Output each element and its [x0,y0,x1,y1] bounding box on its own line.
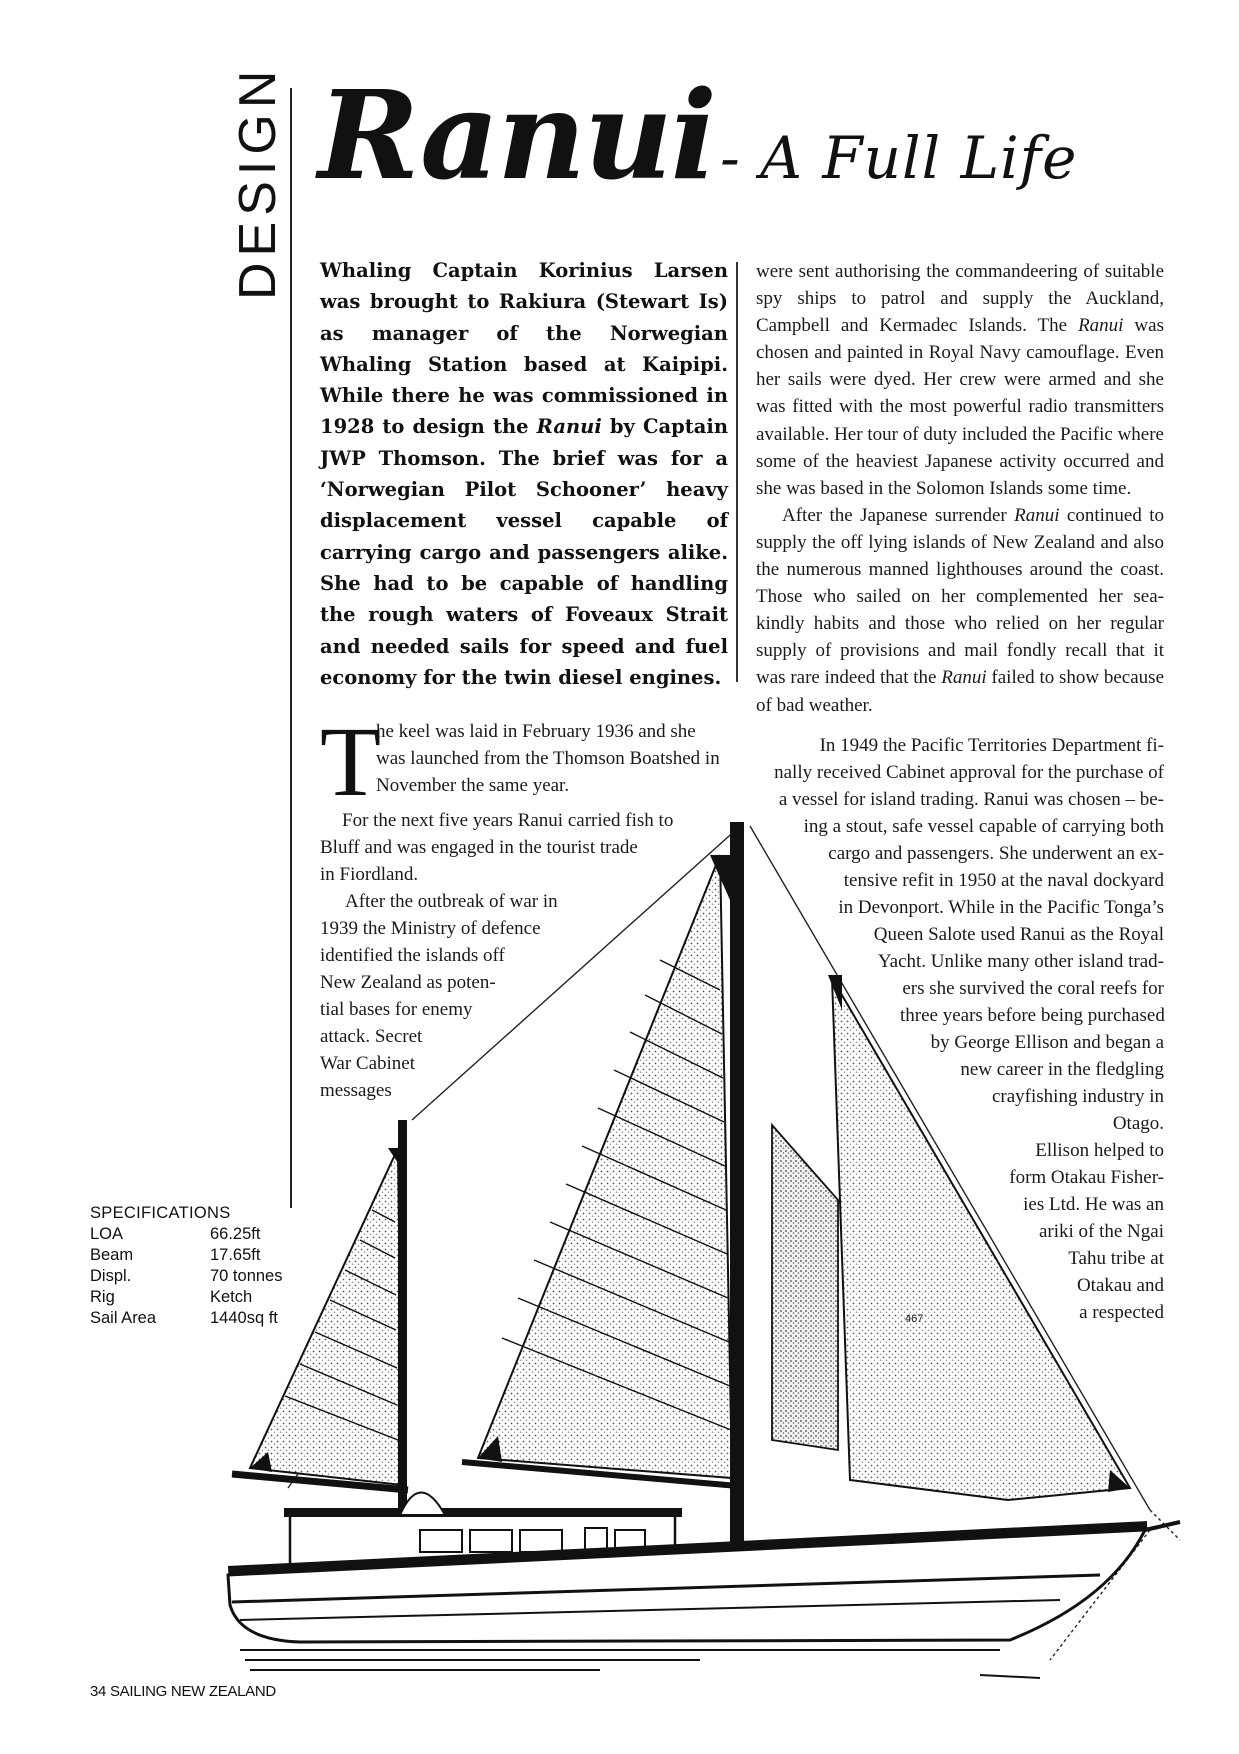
text-line: tensive refit in 1950 at the naval dockyard [843,870,1164,891]
text-line: messages [320,1080,392,1101]
text-run: failed to show because of bad weather. [756,667,1164,716]
title-sub: - A Full Life [720,124,1078,192]
text-line: ers she survived the coral reefs for [902,978,1164,999]
main-sail [478,855,732,1478]
text-line: ing a stout, safe vessel capable of carrying both [803,816,1164,837]
text-line: new career in the fledgling [960,1059,1164,1080]
text-line: Ellison helped to [1035,1140,1164,1161]
text-line: tial bases for enemy [320,999,473,1020]
text-line: Otakau and [1076,1275,1164,1296]
text-line: cargo and passengers. She underwent an ex- [828,843,1164,864]
page-footer: 34 SAILING NEW ZEALAND [90,1683,276,1700]
text-line: 1939 the Ministry of defence [320,918,541,939]
specifications-rows [90,1224,300,1329]
boat-name: Ranui [1014,504,1060,526]
mizzen-mast [398,1120,407,1550]
spec-row [90,1287,300,1308]
text-line: Otago. [1112,1113,1164,1134]
intro-text-1: Whaling Captain Korinius Larsen was brought to Rakiura (Stewart Is) as manager of the Norwegian Whaling Station based at Kaipipi. While there he was commissioned in 1928 to design the [320,259,728,439]
text-line: crayfishing industry in [991,1086,1164,1107]
text-line: For the next five years Ranui carried fish to [342,810,674,831]
text-line: Bluff and was engaged in the tourist trade [320,837,638,858]
text-line: In 1949 the Pacific Territories Department fi- [819,735,1164,756]
text-run: was chosen and painted in Royal Navy camouflage. Even her sails were dyed. Her crew were armed and she was fitted with the most powerful radio transmitters available. Her tour of duty included the Pacific where some of the heaviest Japanese activity occurred and she was based in the Solomon Islands some time. [756,315,1164,499]
spec-value: 66.25ft [210,1225,261,1243]
text-line: attack. Secret [320,1026,423,1047]
intro-text-2: by Captain JWP Thomson. The brief was for a ‘Norwegian Pilot Schooner’ heavy displacement vessel capable of carrying cargo and passengers alike. She had to be capable of handling the rough waters of Foveaux Strait and needed sails for speed and fuel economy for the twin diesel engines. [320,415,728,689]
text-line: form Otakau Fisher- [1009,1167,1164,1188]
spec-row [90,1308,300,1329]
text-run: continued to supply the off lying islands of New Zealand and also the numerous manned lighthouses around the coast. Those who sailed on her complemented her sea-kindly habits and those who relied on her regular supply of provisions and mail fondly recall that it was rare indeed that the [756,504,1164,689]
genoa [832,978,1130,1500]
spec-row [90,1224,300,1245]
drop-cap: T [320,706,382,817]
text-line: After the outbreak of war in [345,891,558,912]
spec-label: Rig [90,1288,115,1306]
text-line: by George Ellison and began a [930,1032,1164,1053]
title-main: Ranui [318,63,715,207]
specifications-box [90,1203,300,1329]
text-line: a vessel for island trading. Ranui was chosen – be- [778,789,1164,810]
spec-value: Ketch [210,1288,253,1306]
spec-label: Beam [90,1246,134,1264]
text-line: Queen Salote used Ranui as the Royal [873,924,1164,945]
boat-name: Ranui [941,667,987,689]
main-mast [730,822,744,1552]
spec-row [90,1245,300,1266]
specifications-heading: SPECIFICATIONS [90,1204,231,1222]
text-line: a respected [1079,1302,1164,1323]
spec-value: 1440sq ft [210,1309,278,1327]
spec-value: 17.65ft [210,1246,261,1264]
text-line: in Fiordland. [320,864,419,885]
boat-name: Ranui [1078,315,1124,337]
text-run: were sent authorising the commandeering of suitable spy ships to patrol and supply the Auckland, Campbell and Kermadec Islands. The [756,261,1164,337]
text-line: Yacht. Unlike many other island trad- [877,951,1164,972]
text-line: nally received Cabinet approval for the purchase of [774,762,1164,783]
text-line: in Devonport. While in the Pacific Tonga’s [838,897,1164,918]
intro-boat-name: Ranui [536,415,602,439]
opening-paragraph: he keel was laid in February 1936 and she was launched from the Thomson Boatshed in November the same year. [376,721,720,797]
text-line: Tahu tribe at [1068,1248,1164,1269]
spec-row [90,1266,300,1287]
staysail [772,1125,838,1450]
text-line: New Zealand as poten- [320,972,496,993]
text-run: After the Japanese surrender [782,504,1015,526]
text-line: ies Ltd. He was an [1023,1194,1164,1215]
spec-label: Displ. [90,1267,132,1285]
text-line: War Cabinet [320,1053,416,1074]
text-line: identified the islands off [320,945,505,966]
text-line: three years before being purchased [900,1005,1165,1026]
section-tag: DESIGN [229,64,287,300]
text-line: ariki of the Ngai [1038,1221,1164,1242]
spec-label: Sail Area [90,1309,157,1327]
spec-label: LOA [90,1225,124,1243]
spec-value: 70 tonnes [210,1267,283,1285]
drawing-label: 467 [905,1313,924,1325]
